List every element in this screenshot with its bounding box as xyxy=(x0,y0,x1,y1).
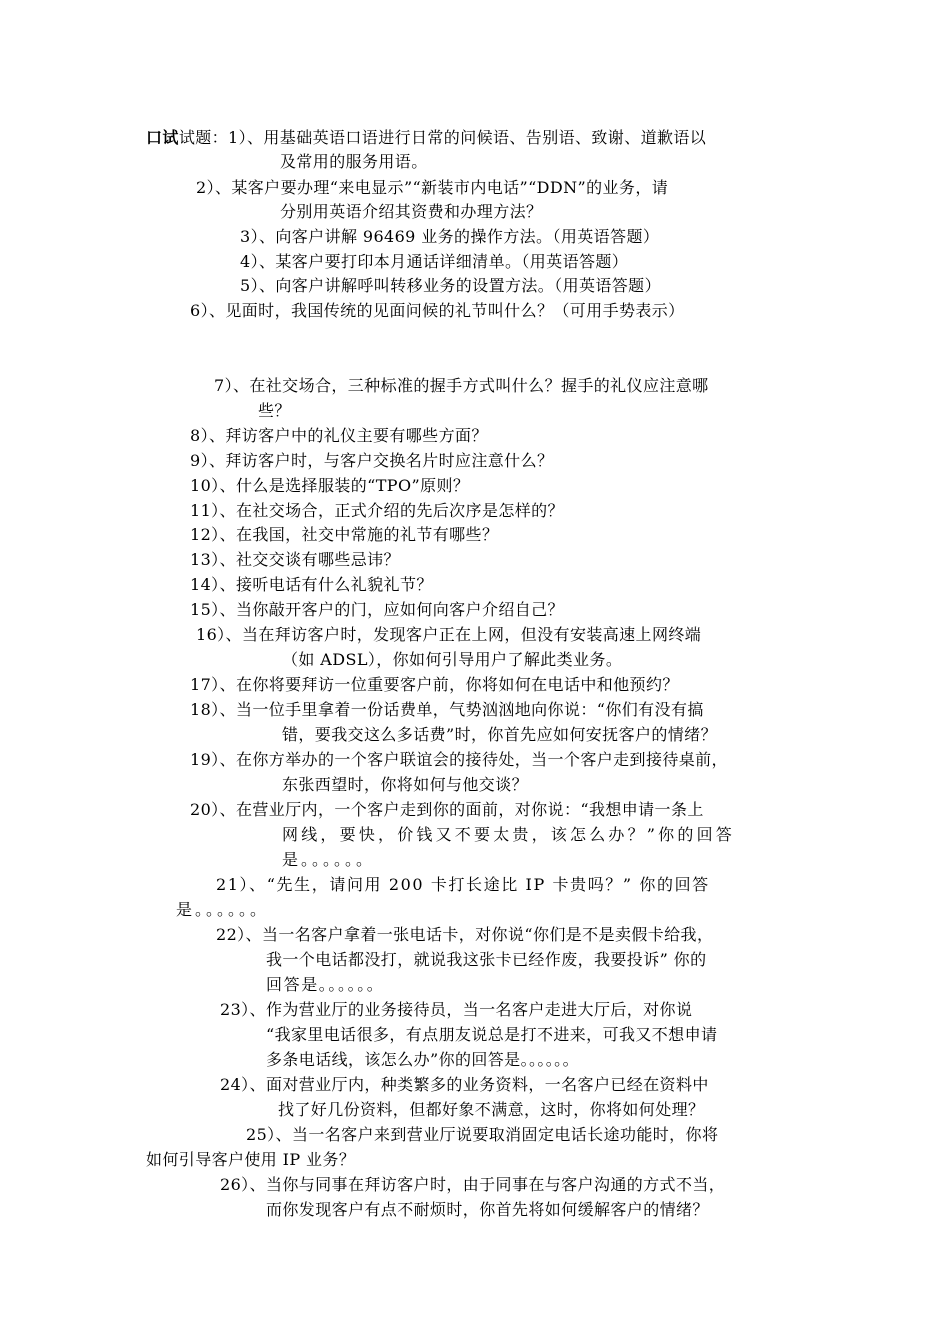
question-14: 14）、接听电话有什么礼貌礼节？ xyxy=(190,575,433,594)
question-7-line-2: 些？ xyxy=(258,401,291,420)
question-23-line-1: 23）、作为营业厅的业务接待员，当一名客户走进大厅后，对你说 xyxy=(220,1000,693,1019)
question-1-line-2: 及常用的服务用语。 xyxy=(280,152,428,171)
question-9: 9）、拜访客户时，与客户交换名片时应注意什么？ xyxy=(190,451,554,470)
question-23-line-3: 多条电话线，该怎么办”你的回答是。。。。。。 xyxy=(266,1050,579,1069)
question-22-line-3: 回答是。。。。。。 xyxy=(266,975,385,994)
heading-bold: 口试 xyxy=(146,128,179,147)
question-1-line-1 xyxy=(146,126,706,150)
question-20-line-1: 20）、在营业厅内，一个客户走到你的面前，对你说：“我想申请一条上 xyxy=(190,800,704,819)
question-15: 15）、当你敲开客户的门，应如何向客户介绍自己？ xyxy=(190,600,564,619)
question-25-line-2: 如何引导客户使用 IP 业务？ xyxy=(146,1150,356,1169)
question-17: 17）、在你将要拜访一位重要客户前，你将如何在电话中和他预约？ xyxy=(190,675,679,694)
question-8: 8）、拜访客户中的礼仪主要有哪些方面？ xyxy=(190,426,488,445)
question-18-line-1: 18）、当一位手里拿着一份话费单，气势汹汹地向你说：“你们有没有搞 xyxy=(190,700,704,719)
question-4: 4）、某客户要打印本月通话详细清单。（用英语答题） xyxy=(240,252,629,271)
question-19-line-1: 19）、在你方举办的一个客户联谊会的接待处，当一个客户走到接待桌前， xyxy=(190,750,728,769)
question-2-line-1: 2）、某客户要办理“来电显示”“新装市内电话”“DDN”的业务，请 xyxy=(196,178,669,197)
question-19-line-2: 东张西望时，你将如何与他交谈？ xyxy=(282,775,529,794)
question-12: 12）、在我国，社交中常施的礼节有哪些？ xyxy=(190,525,499,544)
question-20-line-3: 是。。。。。。 xyxy=(282,850,376,869)
question-1-text: 1）、用基础英语口语进行日常的问候语、告别语、致谢、道歉语以 xyxy=(228,128,707,147)
question-11: 11）、在社交场合，正式介绍的先后次序是怎样的？ xyxy=(190,501,564,520)
question-26-line-2: 而你发现客户有点不耐烦时，你首先将如何缓解客户的情绪？ xyxy=(266,1200,709,1219)
question-18-line-2: 错，要我交这么多话费”时，你首先应如何安抚客户的情绪？ xyxy=(282,725,717,744)
question-13: 13）、社交交谈有哪些忌讳？ xyxy=(190,550,400,569)
question-16-line-1: 16）、当在拜访客户时，发现客户正在上网，但没有安装高速上网终端 xyxy=(196,625,702,644)
question-6: 6）、见面时，我国传统的见面问候的礼节叫什么？（可用手势表示） xyxy=(190,301,685,320)
question-20-line-2: 网线，要快，价钱又不要太贵，该怎么办？”你的回答 xyxy=(282,825,735,844)
question-7-line-1: 7）、在社交场合，三种标准的握手方式叫什么？握手的礼仪应注意哪 xyxy=(214,376,709,395)
question-26-line-1: 26）、当你与同事在拜访客户时，由于同事在与客户沟通的方式不当， xyxy=(220,1175,726,1194)
question-21-line-2: 是。。。。。。 xyxy=(176,900,270,919)
question-5: 5）、向客户讲解呼叫转移业务的设置方法。（用英语答题） xyxy=(240,276,661,295)
question-24-line-2: 找了好几份资料，但都好象不满意，这时，你将如何处理？ xyxy=(278,1100,705,1119)
question-24-line-1: 24）、面对营业厅内，种类繁多的业务资料，一名客户已经在资料中 xyxy=(220,1075,709,1094)
question-10: 10）、什么是选择服装的“TPO”原则？ xyxy=(190,476,470,495)
question-2-line-2: 分别用英语介绍其资费和办理方法？ xyxy=(280,202,543,221)
heading-suffix: 试题： xyxy=(178,128,229,147)
question-16-line-2: （如 ADSL），你如何引导用户了解此类业务。 xyxy=(282,650,623,669)
question-23-line-2: “我家里电话很多，有点朋友说总是打不进来，可我又不想申请 xyxy=(266,1025,718,1044)
question-22-line-1: 22）、当一名客户拿着一张电话卡，对你说“你们是不是卖假卡给我， xyxy=(216,925,714,944)
question-22-line-2: 我一个电话都没打，就说我这张卡已经作废，我要投诉” 你的 xyxy=(266,950,707,969)
question-3: 3）、向客户讲解 96469 业务的操作方法。（用英语答题） xyxy=(240,227,660,246)
question-25-line-1: 25）、当一名客户来到营业厅说要取消固定电话长途功能时，你将 xyxy=(246,1125,719,1144)
question-21-line-1: 21）、“先生，请问用 200 卡打长途比 IP 卡贵吗？” 你的回答 xyxy=(216,875,710,894)
